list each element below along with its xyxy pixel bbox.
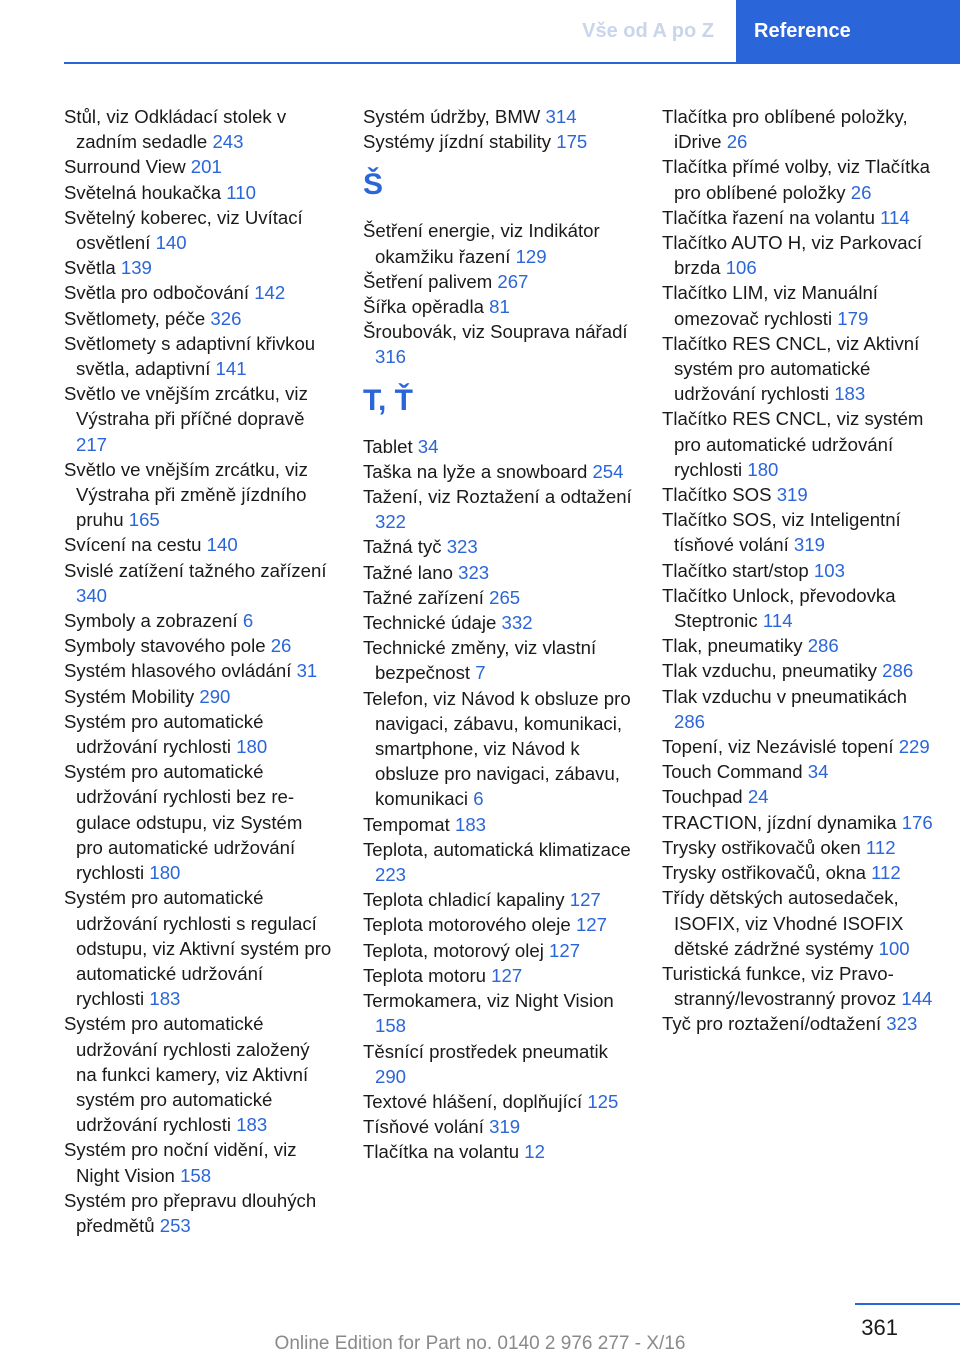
page-reference-link[interactable]: 319 bbox=[776, 484, 808, 506]
index-entry-text: Tlačítka na volantu bbox=[363, 1141, 520, 1163]
index-entry-text: Světla bbox=[64, 257, 116, 279]
index-entry bbox=[64, 280, 334, 305]
page-reference-link[interactable]: 267 bbox=[497, 270, 529, 292]
index-entry bbox=[64, 381, 334, 457]
index-entry-text: Technické údaje bbox=[363, 612, 497, 634]
page-reference-link[interactable]: 223 bbox=[375, 864, 407, 886]
index-entry-text: Tempomat bbox=[363, 813, 450, 835]
index-entry-text: Surround View bbox=[64, 156, 186, 178]
index-entry-text: Světelný koberec, viz Uvítací osvětlení bbox=[64, 206, 303, 254]
index-column-3 bbox=[662, 104, 942, 1037]
page-reference-link[interactable]: 179 bbox=[837, 307, 869, 329]
page-reference-link[interactable]: 322 bbox=[375, 511, 407, 533]
index-entry bbox=[363, 434, 633, 459]
page-reference-link[interactable]: 158 bbox=[375, 1015, 407, 1037]
index-entry-text: Turistická funkce, viz Pravostranný/levostranný provoz bbox=[662, 962, 897, 1010]
index-entry-text: Světlomety, péče bbox=[64, 307, 206, 329]
page-reference-link[interactable]: 286 bbox=[674, 710, 706, 732]
page-reference-link[interactable]: 323 bbox=[446, 536, 478, 558]
index-entry bbox=[363, 1089, 633, 1114]
index-entry-text: Tlačítko SOS, viz Inteligentní tísňové volání bbox=[662, 509, 901, 556]
page-reference-link[interactable]: 139 bbox=[120, 257, 152, 279]
index-column-1 bbox=[64, 104, 334, 1238]
section-tab[interactable]: Vše od A po Z bbox=[582, 19, 714, 42]
index-entry-text: Systém Mobility bbox=[64, 685, 195, 707]
index-entry bbox=[64, 885, 334, 1011]
index-entry-text: Symboly a zobrazení bbox=[64, 610, 238, 632]
index-entry bbox=[662, 784, 942, 809]
page-reference-link[interactable]: 243 bbox=[212, 131, 244, 153]
index-entry-text: Tlačítko start/stop bbox=[662, 559, 809, 581]
index-entry bbox=[662, 734, 942, 759]
index-entry bbox=[363, 269, 633, 294]
page-reference-link[interactable]: 26 bbox=[270, 635, 292, 657]
index-entry bbox=[64, 154, 334, 179]
index-entry bbox=[64, 306, 334, 331]
index-entry-text: Teplota motorového oleje bbox=[363, 914, 571, 936]
page-reference-link[interactable]: 253 bbox=[159, 1214, 191, 1236]
page-reference-link[interactable]: 129 bbox=[515, 245, 547, 267]
page-reference-link[interactable]: 180 bbox=[236, 736, 268, 758]
index-entry-text: Tlačítka pro oblíbené položky, iDrive bbox=[662, 106, 908, 153]
index-entry bbox=[64, 532, 334, 557]
index-entry-text: Světlo ve vnějším zrcátku, viz Výstraha při příčné dopravě bbox=[64, 383, 308, 430]
section-letter-t: T, Ť bbox=[363, 383, 413, 417]
index-entry bbox=[662, 205, 942, 230]
index-entry bbox=[662, 759, 942, 784]
index-entry-text: Světlomety s adaptivní křivkou světla, adaptivní bbox=[64, 332, 316, 380]
index-entry bbox=[64, 1011, 334, 1137]
page-reference-link[interactable]: 114 bbox=[762, 610, 793, 632]
index-entry bbox=[363, 887, 633, 912]
index-entry bbox=[64, 558, 334, 608]
index-entry bbox=[662, 1011, 942, 1036]
index-entry-text: Tlak vzduchu, pneumatiky bbox=[662, 660, 877, 682]
index-entry-text: Systém pro automatické udržování rychlosti založený na funkci kamery, viz Aktivní systém pro automatické udržování rychlosti bbox=[64, 1013, 310, 1136]
index-entry-text: Tlačítko AUTO H, viz Parkovací brzda bbox=[662, 232, 923, 279]
index-entry bbox=[662, 835, 942, 860]
index-entry bbox=[64, 205, 334, 255]
index-entry-text: Třídy dětských autosedaček, ISOFIX, viz Vhodné ISOFIX dětské zádržné systémy bbox=[662, 887, 904, 959]
page-reference-link[interactable]: 26 bbox=[726, 131, 748, 153]
index-entry-text: Systém hlasového ovládání bbox=[64, 660, 292, 682]
index-entry-text: TRACTION, jízdní dynamika bbox=[662, 811, 897, 833]
index-entry bbox=[662, 507, 942, 557]
index-entry-text: Systém údržby, BMW bbox=[363, 106, 541, 127]
index-entry bbox=[363, 104, 633, 129]
index-entry-text: Tablet bbox=[363, 435, 413, 457]
index-entry-text: Systém pro automatické udržování rychlosti bez regulace odstupu, viz Systém pro automatické udržování rychlosti bbox=[64, 761, 303, 884]
index-entry bbox=[662, 558, 942, 583]
index-entry bbox=[64, 1188, 334, 1238]
index-entry bbox=[662, 154, 942, 204]
page-reference-link[interactable]: 106 bbox=[725, 257, 757, 279]
page-reference-link[interactable]: 316 bbox=[375, 346, 407, 368]
index-entry bbox=[662, 331, 942, 407]
index-entry-text: Systém pro přepravu dlouhých předmětů bbox=[64, 1189, 317, 1236]
index-entry bbox=[662, 885, 942, 961]
page-reference-link[interactable]: 314 bbox=[545, 106, 577, 127]
page-reference-link[interactable]: 110 bbox=[226, 181, 256, 203]
index-entry-text: Světelná houkačka bbox=[64, 181, 222, 203]
index-entry-text: Systém pro automatické udržování rychlosti bbox=[64, 710, 264, 758]
page-reference-link[interactable]: 176 bbox=[901, 811, 933, 833]
index-entry bbox=[363, 1114, 633, 1139]
index-entry bbox=[363, 534, 633, 559]
index-entry-text: Technické změny, viz vlastní bezpečnost bbox=[363, 637, 597, 684]
page-reference-link[interactable]: 229 bbox=[898, 736, 930, 758]
index-entry-text: Teplota chladicí kapaliny bbox=[363, 889, 565, 911]
index-entry-text: Šroubovák, viz Souprava nářadí bbox=[363, 321, 628, 343]
page-reference-link[interactable]: 127 bbox=[549, 939, 581, 961]
page-reference-link[interactable]: 319 bbox=[489, 1116, 521, 1138]
page-reference-link[interactable]: 12 bbox=[524, 1141, 545, 1163]
index-entry-text: Textové hlášení, doplňující bbox=[363, 1090, 583, 1112]
page-reference-link[interactable]: 201 bbox=[190, 156, 222, 178]
index-entry bbox=[363, 218, 633, 268]
page-reference-link[interactable]: 319 bbox=[793, 534, 825, 556]
edition-footer: Online Edition for Part no. 0140 2 976 277 - X/16 bbox=[274, 1333, 686, 1354]
page-reference-link[interactable]: 31 bbox=[296, 660, 318, 682]
index-entry-text: Tlačítko RES CNCL, viz Aktivní systém pro automatické udržování rychlosti bbox=[662, 332, 920, 405]
index-entry bbox=[64, 608, 334, 633]
page-reference-link[interactable]: 140 bbox=[206, 534, 238, 556]
index-entry-text: Tlak vzduchu v pneumatikách bbox=[662, 685, 907, 707]
index-entry bbox=[363, 635, 633, 685]
page-reference-link[interactable]: 100 bbox=[878, 937, 910, 959]
index-entry bbox=[363, 912, 633, 937]
page-reference-link[interactable]: 290 bbox=[375, 1065, 407, 1087]
index-entry bbox=[64, 1137, 334, 1187]
index-entry-text: Symboly stavového pole bbox=[64, 635, 266, 657]
page-reference-link[interactable]: 183 bbox=[454, 813, 487, 835]
page-reference-link[interactable]: 34 bbox=[417, 435, 439, 457]
page-reference-link[interactable]: 26 bbox=[850, 181, 872, 203]
index-entry bbox=[363, 585, 633, 610]
index-entry-text: Tažné lano bbox=[363, 561, 453, 583]
index-entry bbox=[662, 860, 942, 885]
page-reference-link[interactable]: 286 bbox=[882, 660, 914, 682]
index-entry bbox=[363, 294, 633, 319]
index-entry-text: Systém pro noční vidění, viz Night Vision bbox=[64, 1139, 297, 1186]
page-reference-link[interactable]: 141 bbox=[215, 358, 247, 380]
index-entry bbox=[363, 484, 633, 534]
page-reference-link[interactable]: 254 bbox=[592, 460, 624, 482]
index-entry bbox=[662, 658, 942, 683]
page-reference-link[interactable]: 183 bbox=[149, 988, 181, 1010]
index-entry-text: Těsnící prostředek pneumatik bbox=[363, 1040, 608, 1062]
index-entry bbox=[363, 686, 633, 812]
reference-tab[interactable]: Reference bbox=[736, 0, 960, 62]
index-entry bbox=[64, 709, 334, 759]
header-divider bbox=[64, 62, 960, 64]
index-entry-text: Světla pro odbočování bbox=[64, 282, 250, 304]
page-reference-link[interactable]: 24 bbox=[747, 786, 769, 808]
index-entry bbox=[363, 610, 633, 635]
index-entry-text: Tyč pro roztažení/odtažení bbox=[662, 1013, 882, 1035]
index-entry bbox=[363, 837, 633, 887]
index-entry bbox=[363, 988, 633, 1038]
index-entry bbox=[64, 684, 334, 709]
index-entry-text: Taška na lyže a snowboard bbox=[363, 460, 588, 482]
page-reference-link[interactable]: 112 bbox=[865, 836, 896, 858]
page-reference-link[interactable]: 6 bbox=[473, 788, 484, 810]
page-reference-link[interactable]: 125 bbox=[587, 1090, 619, 1112]
index-entry-text: Termokamera, viz Night Vision bbox=[363, 990, 614, 1012]
index-entry-text: Systémy jízdní stability bbox=[363, 131, 552, 153]
index-entry-text: Topení, viz Nezávislé topení bbox=[662, 736, 894, 758]
index-entry-text: Tlačítko LIM, viz Manuální omezovač rychlosti bbox=[662, 282, 878, 329]
index-entry-text: Teplota motoru bbox=[363, 964, 486, 986]
page-reference-link[interactable]: 127 bbox=[491, 964, 523, 986]
index-entry-text: Telefon, viz Návod k obsluze pro navigaci, zábavu, komunikaci, smartphone, viz Návod k obsluze pro navigaci, zábavu, komunikaci bbox=[363, 687, 631, 810]
index-entry-text: Tísňové volání bbox=[363, 1116, 484, 1138]
index-entry bbox=[64, 658, 334, 683]
page-reference-link[interactable]: 180 bbox=[149, 862, 181, 884]
page-reference-link[interactable]: 144 bbox=[901, 988, 933, 1010]
index-entry bbox=[64, 331, 334, 381]
page-reference-link[interactable]: 332 bbox=[501, 612, 533, 634]
index-entry-text: Svícení na cestu bbox=[64, 534, 202, 556]
index-entry-text: Teplota, automatická klimatizace bbox=[363, 838, 631, 860]
index-entry bbox=[662, 810, 942, 835]
page-reference-link[interactable]: 114 bbox=[880, 206, 910, 228]
index-entry bbox=[662, 583, 942, 633]
index-entry bbox=[64, 104, 334, 154]
index-entry-text: Šířka opěradla bbox=[363, 296, 484, 318]
index-entry-text: Touch Command bbox=[662, 761, 803, 783]
index-entry-text: Touchpad bbox=[662, 786, 743, 808]
index-column-2 bbox=[363, 104, 633, 1165]
page-reference-link[interactable]: 142 bbox=[254, 282, 286, 304]
index-entry bbox=[662, 280, 942, 330]
page-reference-link[interactable]: 6 bbox=[242, 610, 254, 632]
page-reference-link[interactable]: 112 bbox=[871, 862, 901, 884]
index-entry bbox=[662, 961, 942, 1011]
index-entry bbox=[363, 938, 633, 963]
page-reference-link[interactable]: 81 bbox=[489, 296, 510, 318]
index-entry-text: Šetření palivem bbox=[363, 270, 493, 292]
index-entry-text: Tažné zařízení bbox=[363, 586, 484, 608]
index-entry-text: Stůl, viz Odkládací stolek v zadním sedadle bbox=[64, 106, 287, 153]
page-reference-link[interactable]: 158 bbox=[180, 1164, 212, 1186]
index-entry bbox=[662, 230, 942, 280]
page-reference-link[interactable]: 323 bbox=[458, 561, 490, 583]
index-entry-text: Systém pro automatické udržování rychlosti s regulací odstupu, viz Aktivní systém pro automatické udržování rychlosti bbox=[64, 887, 332, 1010]
index-entry bbox=[363, 963, 633, 988]
index-entry bbox=[363, 812, 633, 837]
index-entry bbox=[64, 633, 334, 658]
index-entry-text: Trysky ostřikovačů, okna bbox=[662, 862, 866, 884]
index-entry bbox=[662, 406, 942, 482]
page-reference-link[interactable]: 290 bbox=[199, 685, 231, 707]
index-entry-text: Tažná tyč bbox=[363, 536, 442, 558]
section-letter-s-caron: Š bbox=[363, 168, 384, 202]
page-reference-link[interactable]: 175 bbox=[556, 131, 588, 153]
index-entry-text: Tlačítka řazení na volantu bbox=[662, 206, 875, 228]
index-entry bbox=[662, 482, 942, 507]
page-reference-link[interactable]: 326 bbox=[210, 307, 242, 329]
index-entry-text: Trysky ostřikovačů oken bbox=[662, 836, 861, 858]
index-entry bbox=[363, 560, 633, 585]
page-reference-link[interactable]: 340 bbox=[76, 584, 108, 606]
page-reference-link[interactable]: 127 bbox=[575, 914, 607, 936]
index-entry-text: Teplota, motorový olej bbox=[363, 939, 544, 961]
index-entry-text: Světlo ve vnějším zrcátku, viz Výstraha při změně jízdního pruhu bbox=[64, 458, 308, 531]
index-entry bbox=[662, 684, 942, 734]
index-entry-text: Šetření energie, viz Indikátor okamžiku řazení bbox=[363, 220, 600, 267]
index-entry bbox=[662, 104, 942, 154]
index-entry-text: Tlak, pneumatiky bbox=[662, 635, 803, 657]
index-entry bbox=[64, 759, 334, 885]
index-entry bbox=[363, 1039, 633, 1089]
page-reference-link[interactable]: 165 bbox=[128, 509, 160, 531]
page-reference-link[interactable]: 7 bbox=[475, 662, 486, 684]
page-reference-link[interactable]: 286 bbox=[807, 635, 839, 657]
page-reference-link[interactable]: 127 bbox=[569, 889, 601, 911]
index-entry-text: Tažení, viz Roztažení a odtažení bbox=[363, 486, 632, 508]
index-entry bbox=[363, 459, 633, 484]
page-reference-link[interactable]: 34 bbox=[807, 761, 829, 783]
index-entry-text: Tlačítko SOS bbox=[662, 484, 772, 506]
index-entry bbox=[363, 129, 633, 154]
index-entry bbox=[363, 1139, 633, 1164]
page-reference-link[interactable]: 183 bbox=[236, 1114, 268, 1136]
page-reference-link[interactable]: 217 bbox=[76, 433, 108, 455]
page-reference-link[interactable]: 103 bbox=[813, 559, 845, 581]
page-reference-link[interactable]: 180 bbox=[747, 458, 779, 480]
index-entry bbox=[363, 319, 633, 369]
index-entry-text: Svislé zatížení tažného zařízení bbox=[64, 559, 327, 581]
page-reference-link[interactable]: 323 bbox=[886, 1013, 918, 1035]
page-reference-link[interactable]: 183 bbox=[834, 383, 866, 405]
index-entry-text: Tlačítko Unlock, převodovka Steptronic bbox=[662, 584, 896, 632]
page-reference-link[interactable]: 140 bbox=[155, 232, 187, 254]
index-entry bbox=[662, 633, 942, 658]
index-entry bbox=[64, 457, 334, 533]
page-number: 361 bbox=[861, 1315, 898, 1340]
footer-divider bbox=[855, 1303, 960, 1305]
index-entry-text: Tlačítka přímé volby, viz Tlačítka pro oblíbené položky bbox=[662, 156, 930, 203]
index-entry bbox=[64, 255, 334, 280]
index-entry bbox=[64, 180, 334, 205]
page-reference-link[interactable]: 265 bbox=[489, 586, 521, 608]
index-entry-text: Tlačítko RES CNCL, viz systém pro automatické udržování rychlosti bbox=[662, 408, 924, 480]
top-navigation bbox=[566, 0, 960, 62]
